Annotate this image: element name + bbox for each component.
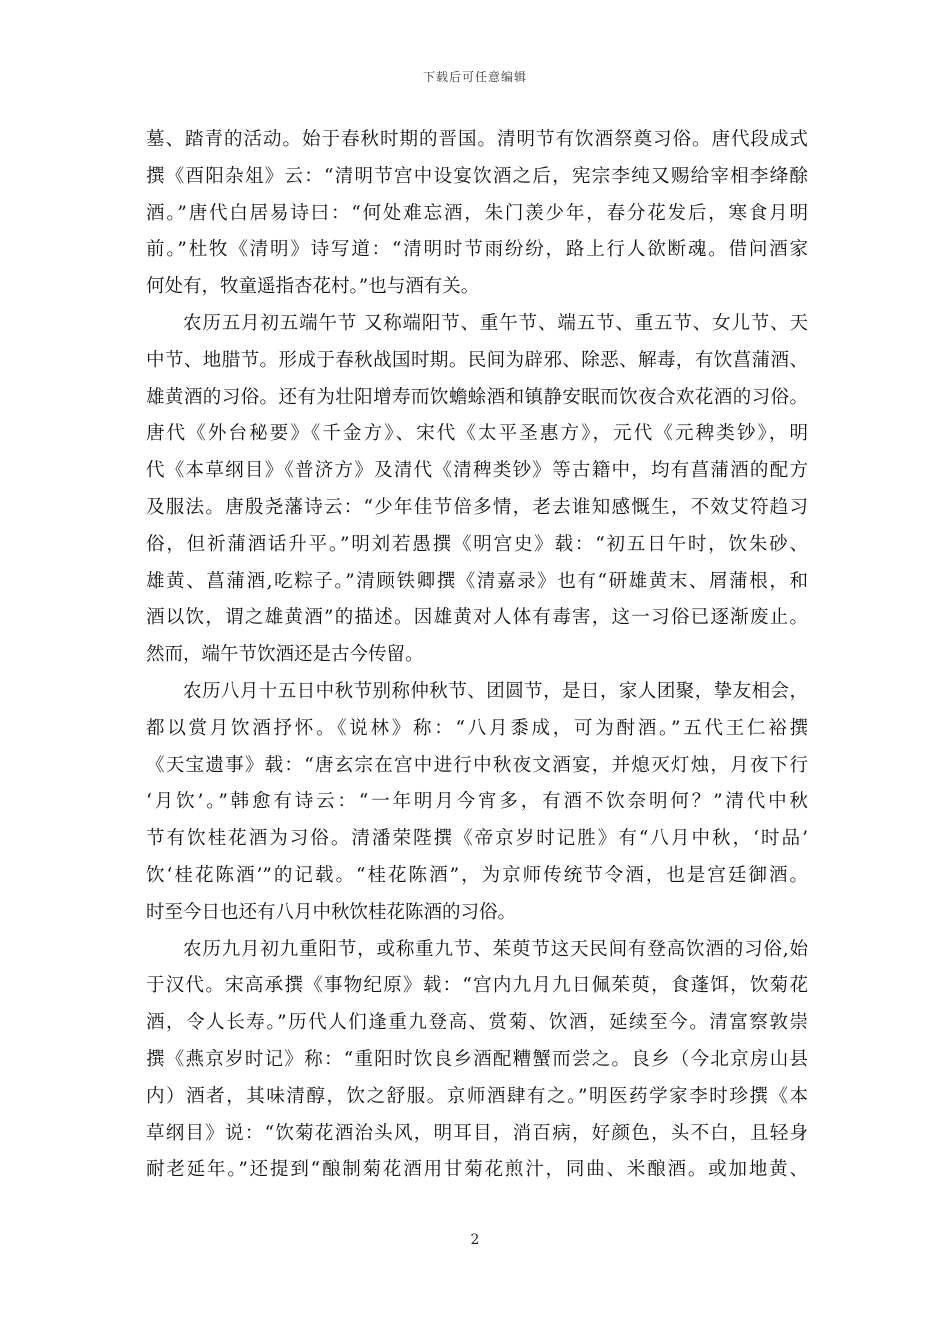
text-line: 草纲目》说：“饮菊花酒治头风，明耳目，消百病，好颜色，头不白，且轻身 (146, 1122, 808, 1144)
text-line: 于汉代。宋高承撰《事物纪原》载：“宫内九月九日佩茱萸，食蓬饵，饮菊花 (146, 975, 808, 997)
text-line: 农历九月初九重阳节，或称重九节、茱萸节这天民间有登高饮酒的习俗,始 (183, 938, 808, 960)
text-line: 前。”杜牧《清明》诗写道：“清明时节雨纷纷，路上行人欲断魂。借问酒家 (146, 239, 808, 261)
text-line: 然而，端午节饮酒还是古今传留。 (146, 644, 424, 666)
text-line: 农历五月初五端午节 又称端阳节、重午节、端五节、重五节、女儿节、天 (183, 312, 808, 334)
text-line: 《天宝遗事》载：“唐玄宗在宫中进行中秋夜文酒宴，并熄灭灯烛，月夜下行 (146, 754, 808, 776)
text-line: 饮‘桂花陈酒’”的记载。“桂花陈酒”，为京师传统节令酒，也是宫廷御酒。 (146, 864, 808, 886)
text-line: 内）酒者，其味清醇，饮之舒服。京师酒肆有之。”明医药学家李时珍撰《本 (146, 1085, 808, 1107)
text-line: 都以赏月饮酒抒怀。《说林》称：“八月黍成，可为酎酒。”五代王仁裕撰 (146, 717, 808, 739)
text-line: 雄黄酒的习俗。还有为壮阳增寿而饮蟾蜍酒和镇静安眠而饮夜合欢花酒的习俗。 (146, 386, 808, 408)
text-line: ‘月饮’。”韩愈有诗云：“一年明月今宵多，有酒不饮奈明何？”清代中秋 (146, 791, 808, 813)
text-line: 代《本草纲目》《普济方》及清代《清稗类钞》等古籍中，均有菖蒲酒的配方 (146, 460, 808, 482)
text-line: 何处有，牧童遥指杏花村。”也与酒有关。 (146, 276, 480, 298)
text-line: 撰《酉阳杂俎》云：“清明节宫中设宴饮酒之后，宪宗李纯又赐给宰相李绛酴 (146, 165, 808, 187)
text-line: 时至今日也还有八月中秋饮桂花陈酒的习俗。 (146, 901, 517, 923)
text-line: 酒以饮，谓之雄黄酒”的描述。因雄黄对人体有毒害，这一习俗已逐渐废止。 (146, 607, 808, 629)
page-header: 下载后可任意编辑 (422, 70, 527, 84)
text-line: 雄黄、菖蒲酒,吃粽子。”清顾铁卿撰《清嘉录》也有“研雄黄末、屑蒲根，和 (146, 570, 808, 592)
text-line: 酒，令人长寿。”历代人们逢重九登高、赏菊、饮酒，延续至今。清富察敦崇 (146, 1012, 808, 1034)
text-line: 及服法。唐殷尧藩诗云：“少年佳节倍多情，老去谁知感慨生，不效艾符趋习 (146, 496, 808, 518)
text-line: 俗，但祈蒲酒话升平。”明刘若愚撰《明宫史》载：“初五日午时，饮朱砂、 (146, 533, 808, 555)
paragraph-chongyang (146, 932, 808, 1190)
text-line: 墓、踏青的活动。始于春秋时期的晋国。清明节有饮酒祭奠习俗。唐代段成式 (146, 129, 808, 150)
text-line: 耐老延年。”还提到“酿制菊花酒用甘菊花煎汁，同曲、米酿酒。或加地黄、 (146, 1159, 808, 1181)
text-line: 节有饮桂花酒为习俗。清潘荣陛撰《帝京岁时记胜》有“八月中秋，‘时品’ (146, 828, 808, 850)
text-line: 撰《燕京岁时记》称：“重阳时饮良乡酒配糟蟹而尝之。良乡（今北京房山县 (146, 1048, 808, 1070)
text-line: 农历八月十五日中秋节别称仲秋节、团圆节，是日，家人团聚，挚友相会， (183, 680, 808, 702)
paragraph-zhongqiu (146, 674, 808, 932)
text-line: 中节、地腊节。形成于春秋战国时期。民间为辟邪、除恶、解毒，有饮菖蒲酒、 (146, 349, 808, 371)
paragraph-duanwu (146, 306, 808, 674)
paragraph-qingming (146, 122, 808, 306)
document-body (146, 122, 808, 1189)
text-line: 唐代《外台秘要》《千金方》、宋代《太平圣惠方》，元代《元稗类钞》，明 (146, 423, 808, 445)
text-line: 酒。”唐代白居易诗曰：“何处难忘酒，朱门羡少年，春分花发后，寒食月明 (146, 202, 808, 224)
page-number: 2 (470, 1232, 480, 1248)
